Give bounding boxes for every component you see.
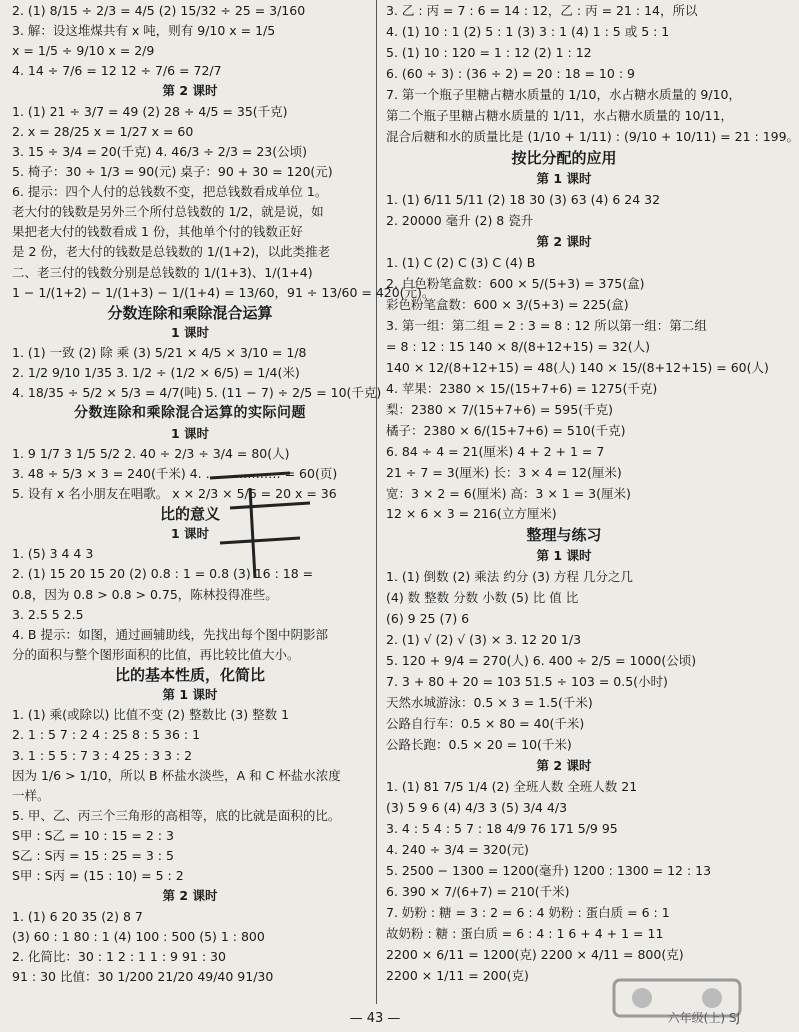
answer-line: 第二个瓶子里糖占糖水质量的 1/11，水占糖水质量的 10/11，: [386, 107, 734, 123]
answer-line: 果把老大付的钱数看成 1 份，其他单个付的钱数正好: [12, 224, 303, 240]
answer-line: 橘子：2380 × 6/(15+7+6) = 510(千克): [386, 422, 626, 438]
section-heading: 分数连除和乘除混合运算: [107, 303, 273, 322]
answer-line: 天然水城游泳：0.5 × 3 = 1.5(千米): [386, 695, 593, 711]
answer-line: 4. B 提示：如图，通过画辅助线，先找出每个图中阴影部: [12, 626, 328, 642]
answer-line: 6. 390 × 7/(6+7) = 210(千米): [386, 884, 570, 900]
answer-line: 二、老三付的钱数分别是总钱数的 1/(1+3)、1/(1+4): [12, 264, 313, 280]
answer-line: 1. (1) 一致 (2) 除 乘 (3) 5/21 × 4/5 × 3/10 = 1/8: [12, 345, 307, 361]
answer-line: 2. (1) 15 20 15 20 (2) 0.8 : 1 = 0.8 (3) 16 : 18 =: [12, 566, 314, 582]
answer-line: (4) 数 整数 分数 小数 (5) 比 值 比: [386, 590, 579, 606]
section-heading: 分数连除和乘除混合运算的实际问题: [74, 405, 306, 422]
answer-line: 3. 48 ÷ 5/3 × 3 = 240(千米) 4. ……………… = 60(页): [12, 465, 338, 481]
answer-line: 2. 1 : 5 7 : 2 4 : 25 8 : 5 36 : 1: [12, 727, 201, 743]
answer-line: 公路自行车：0.5 × 80 = 40(千米): [386, 716, 585, 732]
answer-line: 2. 白色粉笔盒数：600 × 5/(5+3) = 375(盒): [386, 275, 645, 291]
answer-line: 2. 1/2 9/10 1/35 3. 1/2 ÷ (1/2 × 6/5) = 1/4(米): [12, 365, 300, 381]
answer-line: 5. 设有 x 名小朋友在唱歌。 x × 2/3 × 5/6 = 20 x = 36: [12, 485, 337, 501]
grade-label: 六年级(上) SJ: [667, 1011, 740, 1025]
answer-line: 4. 240 ÷ 3/4 = 320(元): [386, 842, 529, 858]
answer-line: 5. 椅子：30 ÷ 1/3 = 90(元) 桌子：90 + 30 = 120(元): [12, 163, 333, 179]
answer-line: 6. 84 ÷ 4 = 21(厘米) 4 + 2 + 1 = 7: [386, 443, 605, 459]
answer-line: 公路长跑：0.5 × 20 = 10(千米): [386, 737, 572, 753]
answer-line: 7. 奶粉 : 糖 = 3 : 2 = 6 : 4 奶粉 : 蛋白质 = 6 : 1: [386, 905, 670, 921]
answer-line: 故奶粉 : 糖 : 蛋白质 = 6 : 4 : 1 6 + 4 + 1 = 11: [386, 926, 664, 942]
section-heading: 1 课时: [170, 324, 210, 340]
answer-line: 3. 乙 : 丙 = 7 : 6 = 14 : 12，乙 : 丙 = 21 : 14，所以: [386, 3, 698, 18]
answer-line: 1. (1) 6 20 35 (2) 8 7: [12, 908, 143, 924]
section-heading: 第 1 课时: [536, 170, 592, 186]
answer-line: 3. 1 : 5 5 : 7 3 : 4 25 : 3 3 : 2: [12, 747, 193, 763]
answer-line: S甲 : S丙 = (15 : 10) = 5 : 2: [12, 868, 184, 884]
answer-line: 老大付的钱数是另外三个所付总钱数的 1/2，就是说，如: [12, 204, 324, 220]
answer-line: 5. 甲、乙、丙三个三角形的高相等，底的比就是面积的比。: [12, 807, 341, 823]
answer-line: 1. 9 1/7 3 1/5 5/2 2. 40 ÷ 2/3 ÷ 3/4 = 80(人): [12, 445, 290, 461]
answer-line: 3. 第一组：第二组 = 2 : 3 = 8 : 12 所以第一组：第二组: [386, 317, 707, 333]
answer-line: 4. 苹果：2380 × 15/(15+7+6) = 1275(千克): [386, 380, 658, 396]
answer-line: 2. 化简比：30 : 1 2 : 1 1 : 9 91 : 30: [12, 948, 226, 964]
answer-line: 3. 4 : 5 4 : 5 7 : 18 4/9 76 171 5/9 95: [386, 821, 618, 837]
answer-line: = 8 : 12 : 15 140 × 8/(8+12+15) = 32(人): [386, 338, 650, 354]
answer-line: 混合后糖和水的质量比是 (1/10 + 1/11) : (9/10 + 10/11) = 21 : 199。: [386, 128, 799, 144]
answer-line: 彩色粉笔盒数：600 × 3/(5+3) = 225(盒): [386, 296, 629, 312]
answer-line: 3. 2.5 5 2.5: [12, 606, 84, 622]
answer-line: 宽：3 × 2 = 6(厘米) 高：3 × 1 = 3(厘米): [386, 485, 631, 501]
answer-line: 0.8，因为 0.8 > 0.8 > 0.75，陈林投得准些。: [12, 586, 278, 602]
section-heading: 整理与练习: [526, 526, 602, 545]
handwritten-scribble-graphic: [200, 468, 320, 588]
answer-line: 1 − 1/(1+2) − 1/(1+3) − 1/(1+4) = 13/60，91 ÷ 13/60 = 420(元)。: [12, 284, 435, 300]
section-heading: 第 2 课时: [162, 888, 218, 904]
page-footer: [0, 1011, 750, 1026]
answer-line: 是 2 份，老大付的钱数是总钱数的 1/(1+2)，以此类推老: [12, 244, 331, 260]
section-heading: 按比分配的应用: [511, 148, 617, 167]
answer-line: 因为 1/6 > 1/10，所以 B 杯盐水淡些，A 和 C 杯盐水浓度: [12, 767, 341, 783]
section-heading: 第 1 课时: [162, 687, 218, 703]
page-number: — 43 —: [349, 1011, 401, 1026]
column-divider: [376, 0, 377, 1004]
answer-line: 2. (1) √ (2) √ (3) × 3. 12 20 1/3: [386, 632, 582, 648]
answer-line: 1. (1) 倒数 (2) 乘法 约分 (3) 方程 几分之几: [386, 569, 633, 585]
answer-line: 2. 20000 毫升 (2) 8 瓷升: [386, 212, 534, 228]
section-heading: 比的基本性质，化简比: [114, 666, 265, 685]
answer-line: 2. x = 28/25 x = 1/27 x = 60: [12, 123, 194, 139]
answer-line: 21 ÷ 7 = 3(厘米) 长：3 × 4 = 12(厘米): [386, 464, 622, 480]
section-heading: 第 2 课时: [536, 758, 592, 774]
answer-line: 6. 提示：四个人付的总钱数不变，把总钱数看成单位 1。: [12, 184, 328, 200]
answer-line: 1. (1) 6/11 5/11 (2) 18 30 (3) 63 (4) 6 24 32: [386, 191, 661, 207]
answer-line: 140 × 12/(8+12+15) = 48(人) 140 × 15/(8+12+15) = 60(人): [386, 359, 769, 375]
answer-line: 1. (1) 21 ÷ 3/7 = 49 (2) 28 ÷ 4/5 = 35(千克): [12, 103, 288, 119]
answer-line: 4. 18/35 ÷ 5/2 × 5/3 = 4/7(吨) 5. (11 − 7) ÷ 2/5 = 10(千克): [12, 385, 382, 401]
section-heading: 第 2 课时: [162, 83, 218, 99]
answer-line: 12 × 6 × 3 = 216(立方厘米): [386, 506, 557, 522]
answer-line: 2200 × 6/11 = 1200(克) 2200 × 4/11 = 800(克): [386, 947, 684, 963]
answer-line: 1. (1) 81 7/5 1/4 (2) 全班人数 全班人数 21: [386, 779, 638, 795]
answer-line: 3. 15 ÷ 3/4 = 20(千克) 4. 46/3 ÷ 2/3 = 23(公顷): [12, 143, 307, 159]
answer-line: 6. (60 ÷ 3) : (36 ÷ 2) = 20 : 18 = 10 : 9: [386, 65, 635, 81]
section-heading: 第 1 课时: [536, 548, 592, 564]
answer-line: 5. (1) 10 : 120 = 1 : 12 (2) 1 : 12: [386, 44, 592, 60]
answer-line: (3) 60 : 1 80 : 1 (4) 100 : 500 (5) 1 : 800: [12, 928, 265, 944]
answer-line: 1. (1) 乘(或除以) 比值不变 (2) 整数比 (3) 整数 1: [12, 707, 290, 723]
answer-line: 4. 14 ÷ 7/6 = 12 12 ÷ 7/6 = 72/7: [12, 63, 222, 79]
answer-line: 3. 解：设这堆煤共有 x 吨，则有 9/10 x = 1/5: [12, 23, 276, 39]
answer-line: 2200 × 1/11 = 200(克): [386, 968, 529, 984]
answer-line: x = 1/5 ÷ 9/10 x = 2/9: [12, 43, 155, 59]
section-heading: 第 2 课时: [536, 233, 592, 249]
section-heading: 比的意义: [159, 505, 220, 524]
answer-line: (6) 9 25 (7) 6: [386, 611, 470, 627]
answer-line: 4. (1) 10 : 1 (2) 5 : 1 (3) 3 : 1 (4) 1 : 5 或 5 : 1: [386, 23, 670, 39]
answer-line: 1. (1) C (2) C (3) C (4) B: [386, 254, 536, 270]
answer-line: 一样。: [12, 787, 50, 803]
section-heading: 1 课时: [170, 425, 210, 441]
answer-line: 91 : 30 比值：30 1/200 21/20 49/40 91/30: [12, 968, 274, 984]
section-heading: 1 课时: [170, 526, 210, 542]
answer-line: 2. (1) 8/15 ÷ 2/3 = 4/5 (2) 15/32 ÷ 25 = 3/160: [12, 3, 306, 18]
answer-line: 分的面积与整个图形面积的比值，再比较比值大小。: [12, 646, 300, 662]
answer-line: 5. 2500 − 1300 = 1200(毫升) 1200 : 1300 = 12 : 13: [386, 863, 712, 879]
answer-line: 7. 3 + 80 + 20 = 103 51.5 ÷ 103 = 0.5(小时): [386, 674, 668, 690]
answer-line: 5. 120 + 9/4 = 270(人) 6. 400 ÷ 2/5 = 1000(公顷): [386, 653, 697, 669]
answer-line: S甲 : S乙 = 10 : 15 = 2 : 3: [12, 828, 174, 844]
answer-line: S乙 : S丙 = 15 : 25 = 3 : 5: [12, 848, 174, 864]
answer-line: 7. 第一个瓶子里糖占糖水质量的 1/10，水占糖水质量的 9/10，: [386, 86, 741, 102]
answer-line: (3) 5 9 6 (4) 4/3 3 (5) 3/4 4/3: [386, 800, 568, 816]
answer-line: 1. (5) 3 4 4 3: [12, 546, 94, 562]
answer-line: 梨：2380 × 7/(15+7+6) = 595(千克): [386, 401, 613, 417]
